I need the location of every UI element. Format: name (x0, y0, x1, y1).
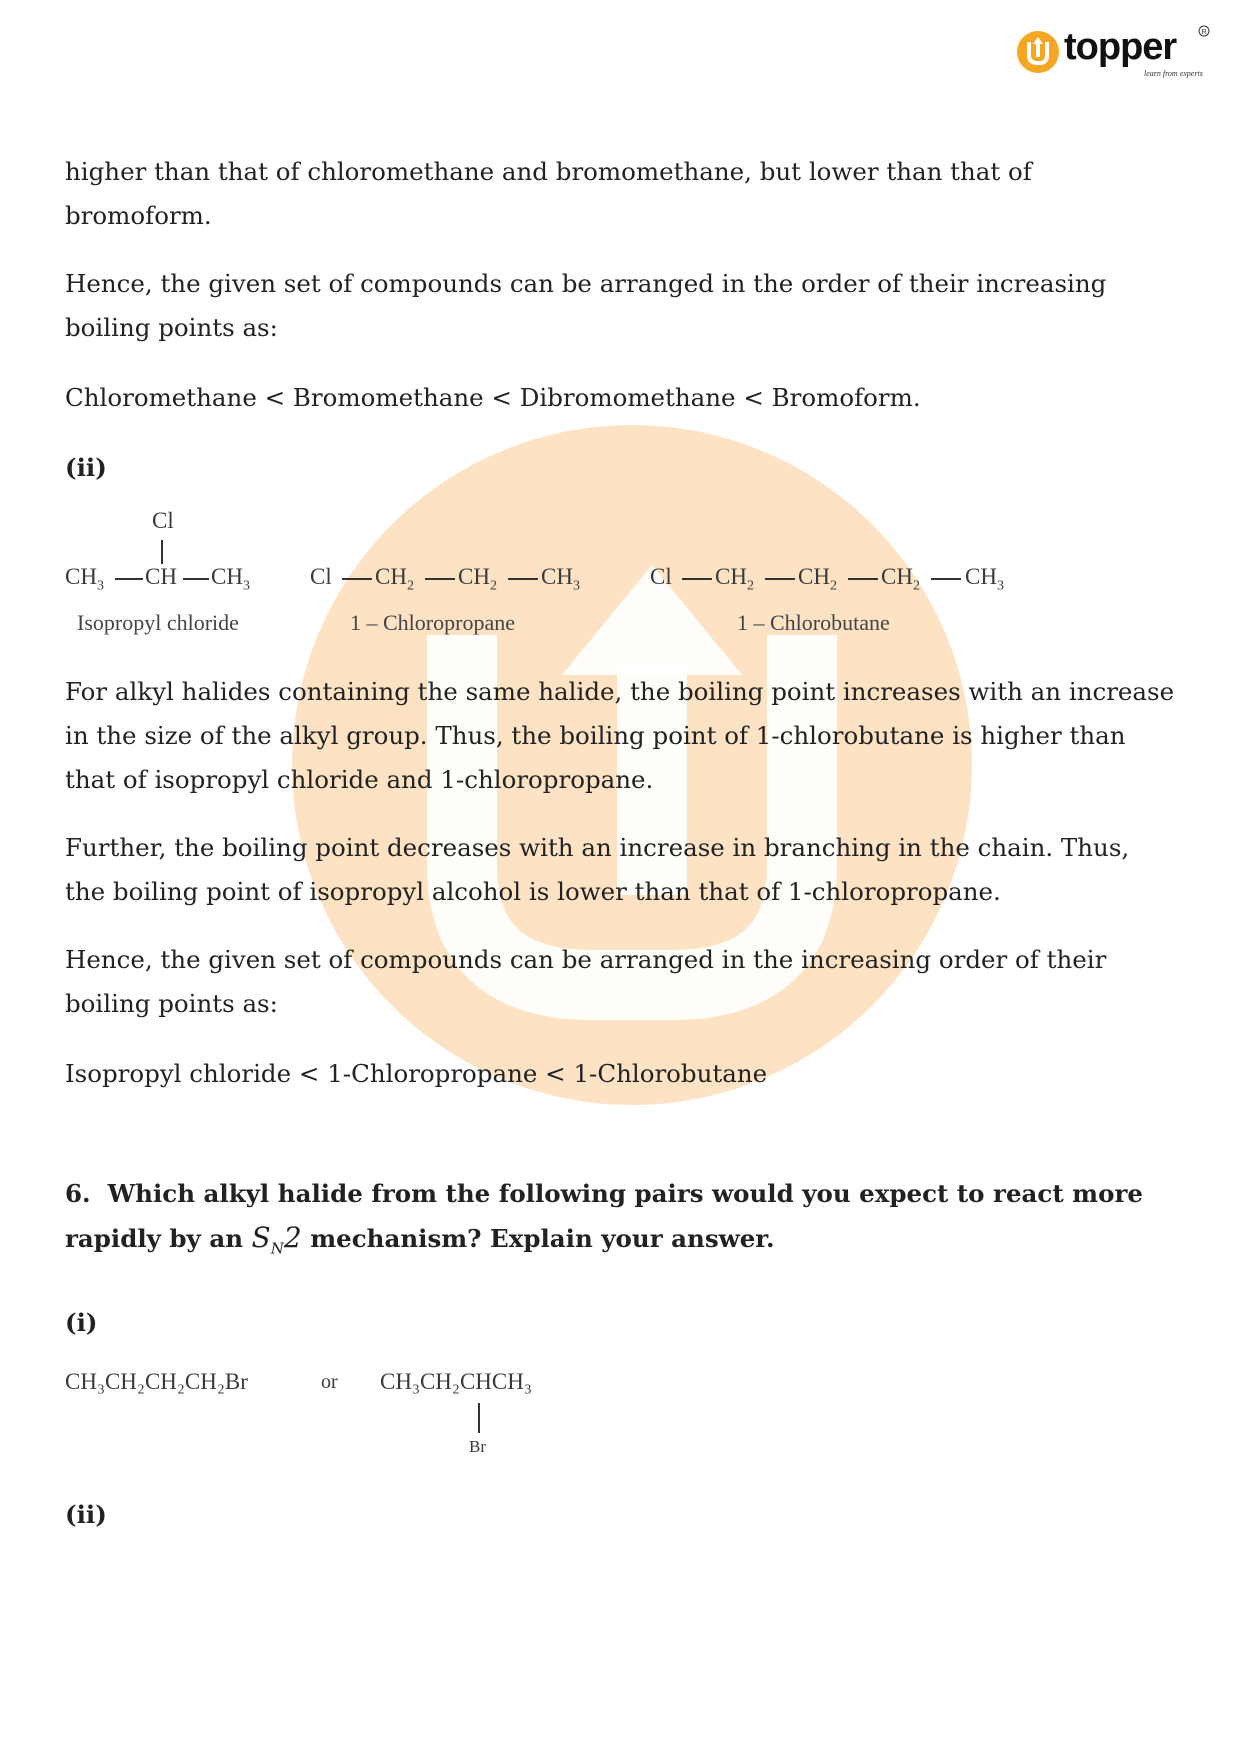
bond (161, 540, 163, 564)
paragraph: Hence, the given set of compounds can be arranged in the order of their increasing boiling points as: (65, 269, 1107, 342)
or-label: or (321, 1370, 338, 1393)
atom-br: Br (469, 1436, 486, 1456)
bond (931, 578, 961, 580)
bond (342, 578, 372, 580)
svg-text:R: R (1201, 29, 1207, 36)
sub-label: (ii) (65, 1499, 107, 1529)
group-ch: CH (145, 564, 177, 589)
page-content (65, 150, 1175, 1537)
sub-label: (ii) (65, 453, 107, 482)
paragraph: Chloromethane < Bromomethane < Dibromomethane < Bromoform. (65, 383, 921, 412)
brand-logo (1014, 22, 1214, 82)
bond (183, 578, 209, 580)
question-text: mechanism? Explain your answer. (310, 1224, 775, 1253)
brand-name: topper (1064, 26, 1177, 68)
group-ch3: $CH_3$ (541, 564, 580, 594)
group-ch2: $CH_2$ (375, 564, 414, 594)
bond (478, 1403, 480, 1433)
brand-tagline: learn from experts (1144, 69, 1203, 78)
atom-cl: Cl (650, 564, 672, 589)
structure-row (65, 508, 1175, 658)
paragraph: Isopropyl chloride < 1-Chloropropane < 1-Chlorobutane (65, 1059, 768, 1088)
paragraph: Hence, the given set of compounds can be arranged in the increasing order of their boiling points as: (65, 945, 1107, 1018)
group-ch2: $CH_2$ (798, 564, 837, 594)
bond (115, 578, 143, 580)
question-number: 6. (65, 1179, 91, 1208)
compound-1-bromobutane: CH₃CH₂CH₂CH₂Br (65, 1368, 248, 1394)
bond (848, 578, 878, 580)
compound-2-bromobutane: CH₃CH₂CHCH₃ (380, 1368, 532, 1394)
compound-name: Isopropyl chloride (77, 610, 239, 635)
question-text: Which alkyl halide from the following pairs would you expect to react more rapidly by an (65, 1179, 1143, 1253)
group-ch2: $CH_2$ (458, 564, 497, 594)
paragraph: higher than that of chloromethane and bromomethane, but lower than that of bromoform. (65, 157, 1032, 230)
sub-label: (i) (65, 1307, 98, 1337)
group-ch3: $CH_3$ (965, 564, 1004, 594)
bond (765, 578, 795, 580)
group-ch2: $CH_2$ (715, 564, 754, 594)
group-ch3: $CH_3$ (211, 564, 250, 594)
sn2-symbol: $S_N2$ (251, 1221, 302, 1258)
bond (425, 578, 455, 580)
question-heading (65, 1172, 1175, 1271)
atom-cl: Cl (310, 564, 332, 589)
paragraph: Further, the boiling point decreases with an increase in branching in the chain. Thus, the boiling point of isopropyl alcohol is lower than that of 1-chloropropane. (65, 833, 1130, 906)
group-ch2: $CH_2$ (881, 564, 920, 594)
paragraph: For alkyl halides containing the same halide, the boiling point increases with an increase in the size of the alkyl group. Thus, the boiling point of 1-chlorobutane is higher than that of isopropyl chloride and 1-chloropropane. (65, 677, 1175, 794)
compound-name: 1 – Chlorobutane (737, 610, 890, 635)
pair-structures (65, 1365, 1175, 1475)
bond (682, 578, 712, 580)
group-ch3: $CH_3$ (65, 564, 104, 594)
atom-cl: Cl (152, 508, 174, 533)
compound-name: 1 – Chloropropane (350, 610, 515, 635)
bond (508, 578, 538, 580)
